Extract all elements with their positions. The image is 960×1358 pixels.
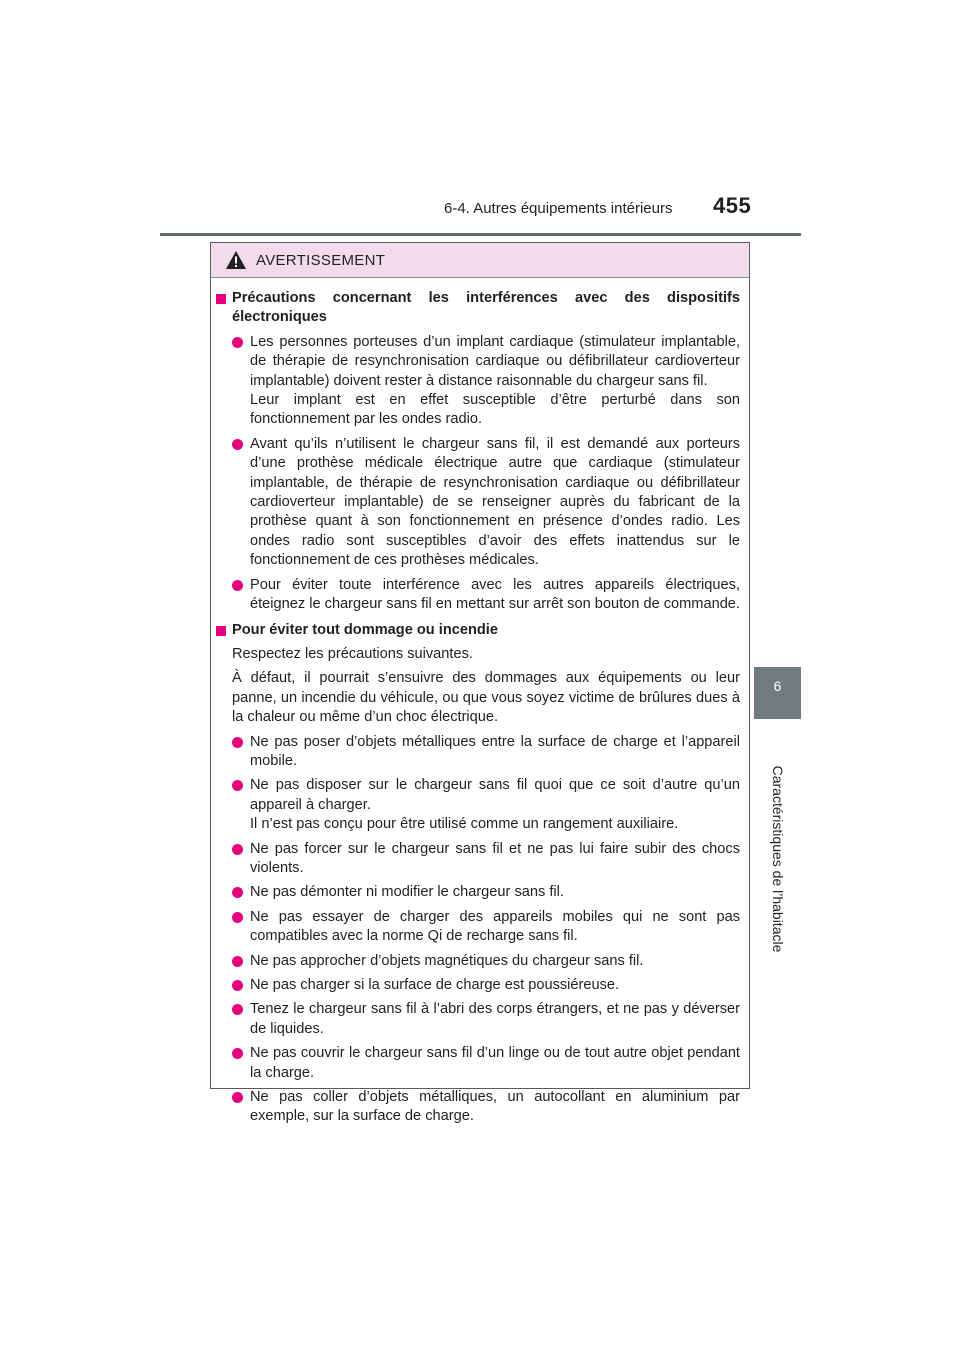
bullet-item-line: Ne pas approcher d’objets magnétiques du chargeur sans fil. — [250, 952, 644, 969]
bullet-item — [216, 952, 740, 971]
circle-bullet-icon — [232, 337, 243, 348]
section-paragraph: Respectez les précautions suivantes. — [232, 645, 473, 662]
bullet-item-text — [250, 883, 740, 902]
bullet-item-line: Ne pas charger si la surface de charge est poussiéreuse. — [250, 977, 620, 993]
circle-bullet-icon — [232, 887, 243, 898]
bullet-item — [216, 776, 740, 834]
bullet-item-text — [250, 333, 740, 430]
bullet-item-text — [250, 733, 740, 772]
square-bullet-icon — [216, 626, 226, 636]
bullet-item — [216, 908, 740, 947]
bullet-item — [216, 1000, 740, 1039]
bullet-item-line: Avant qu’ils n’utilisent le chargeur sans fil, il est demandé aux porteurs d’une prothèse médicale électrique autre que cardiaque (stimulateur implantable, de thérapie de resynchronisation cardiaque ou défibrillateur cardioverteur implantable) de se renseigner auprès du fabricant de la prothèse quant à son fonctionnement en présence d’ondes radio. Les ondes radio sont susceptibles d’avoir des effets inattendus sur le fonctionnement de ces prothèses médicales. — [250, 435, 740, 569]
circle-bullet-icon — [232, 912, 243, 923]
bullet-item — [216, 333, 740, 430]
chapter-tab — [754, 667, 801, 719]
section-heading — [216, 289, 740, 328]
bullet-item-text — [250, 952, 740, 971]
bullet-item — [216, 976, 740, 995]
section-title: Pour éviter tout dommage ou incendie — [232, 621, 498, 638]
warning-title: AVERTISSEMENT — [256, 252, 386, 269]
warning-section — [216, 621, 740, 1127]
circle-bullet-icon — [232, 844, 243, 855]
bullet-item-line: Pour éviter toute interférence avec les autres appareils électriques, éteignez le chargeur sans fil en mettant sur arrêt son bouton de commande. — [250, 576, 740, 613]
circle-bullet-icon — [232, 1004, 243, 1015]
bullet-item — [216, 435, 740, 571]
circle-bullet-icon — [232, 780, 243, 791]
warning-section — [216, 289, 740, 615]
bullet-item-line: Il n’est pas conçu pour être utilisé comme un rangement auxiliaire. — [250, 816, 679, 833]
circle-bullet-icon — [232, 1092, 243, 1103]
bullet-item — [216, 1044, 740, 1083]
bullet-item-line: Les personnes porteuses d’un implant cardiaque (stimulateur implantable, de thérapie de resynchronisation cardiaque ou défibrillateur cardioverteur implantable) doivent rester à distance raisonnable du chargeur sans fil. — [250, 333, 740, 389]
bullet-item-line: Tenez le chargeur sans fil à l’abri des corps étrangers, et ne pas y déverser de liquides. — [250, 1001, 740, 1037]
warning-triangle-icon — [225, 250, 247, 270]
bullet-item-line: Ne pas disposer sur le chargeur sans fil quoi que ce soit d’autre qu’un appareil à charger. — [250, 777, 740, 813]
bullet-item — [216, 840, 740, 879]
bullet-item — [216, 576, 740, 615]
bullet-item — [216, 1088, 740, 1127]
bullet-item-line: Ne pas couvrir le chargeur sans fil d’un linge ou de tout autre objet pendant la charge. — [250, 1045, 740, 1081]
header-section-title: 6-4. Autres équipements intérieurs — [444, 200, 673, 217]
section-paragraph: À défaut, il pourrait s’ensuivre des dommages aux équipements ou leur panne, un incendie du véhicule, ou que vous soyez victime de brûlures dues à la chaleur ou même d’un choc électrique. — [232, 670, 740, 726]
bullet-item-text — [250, 908, 740, 947]
bullet-item-text — [250, 776, 740, 834]
circle-bullet-icon — [232, 737, 243, 748]
circle-bullet-icon — [232, 1048, 243, 1059]
bullet-item-line: Ne pas poser d’objets métalliques entre la surface de charge et l’appareil mobile. — [250, 733, 740, 769]
bullet-item-text — [250, 840, 740, 879]
bullet-item — [216, 733, 740, 772]
chapter-number: 6 — [773, 678, 782, 694]
circle-bullet-icon — [232, 956, 243, 967]
bullet-item-line: Ne pas démonter ni modifier le chargeur sans fil. — [250, 884, 564, 901]
chapter-label-box — [754, 719, 801, 999]
warning-header — [211, 243, 749, 278]
bullet-item-text — [250, 576, 740, 615]
bullet-item-text — [250, 435, 740, 571]
bullet-item-text — [250, 1044, 740, 1083]
circle-bullet-icon — [232, 980, 243, 991]
bullet-item — [216, 883, 740, 902]
header-divider — [160, 233, 801, 236]
page-number: 455 — [713, 193, 752, 218]
bullet-item-text — [250, 1000, 740, 1039]
bullet-item-text — [250, 1088, 740, 1127]
chapter-label: Caractéristiques de l’habitacle — [769, 765, 786, 953]
bullet-item-line: Ne pas essayer de charger des appareils mobiles qui ne sont pas compatibles avec la norme Qi de recharge sans fil. — [250, 908, 740, 945]
bullet-item-line: Ne pas forcer sur le chargeur sans fil et ne pas lui faire subir des chocs violents. — [250, 840, 740, 876]
circle-bullet-icon — [232, 439, 243, 450]
warning-body — [211, 278, 749, 1127]
square-bullet-icon — [216, 294, 226, 304]
bullet-item-line: Leur implant est en effet susceptible d’être perturbé dans son fonctionnement par les ondes radio. — [250, 392, 740, 428]
bullet-item-line: Ne pas coller d’objets métalliques, un autocollant en aluminium par exemple, sur la surface de charge. — [250, 1089, 740, 1125]
section-heading — [216, 621, 740, 640]
circle-bullet-icon — [232, 580, 243, 591]
bullet-item-text — [250, 976, 740, 995]
warning-box — [210, 242, 750, 1125]
section-title: Précautions concernant les interférences avec des dispositifs électroniques — [232, 290, 740, 326]
